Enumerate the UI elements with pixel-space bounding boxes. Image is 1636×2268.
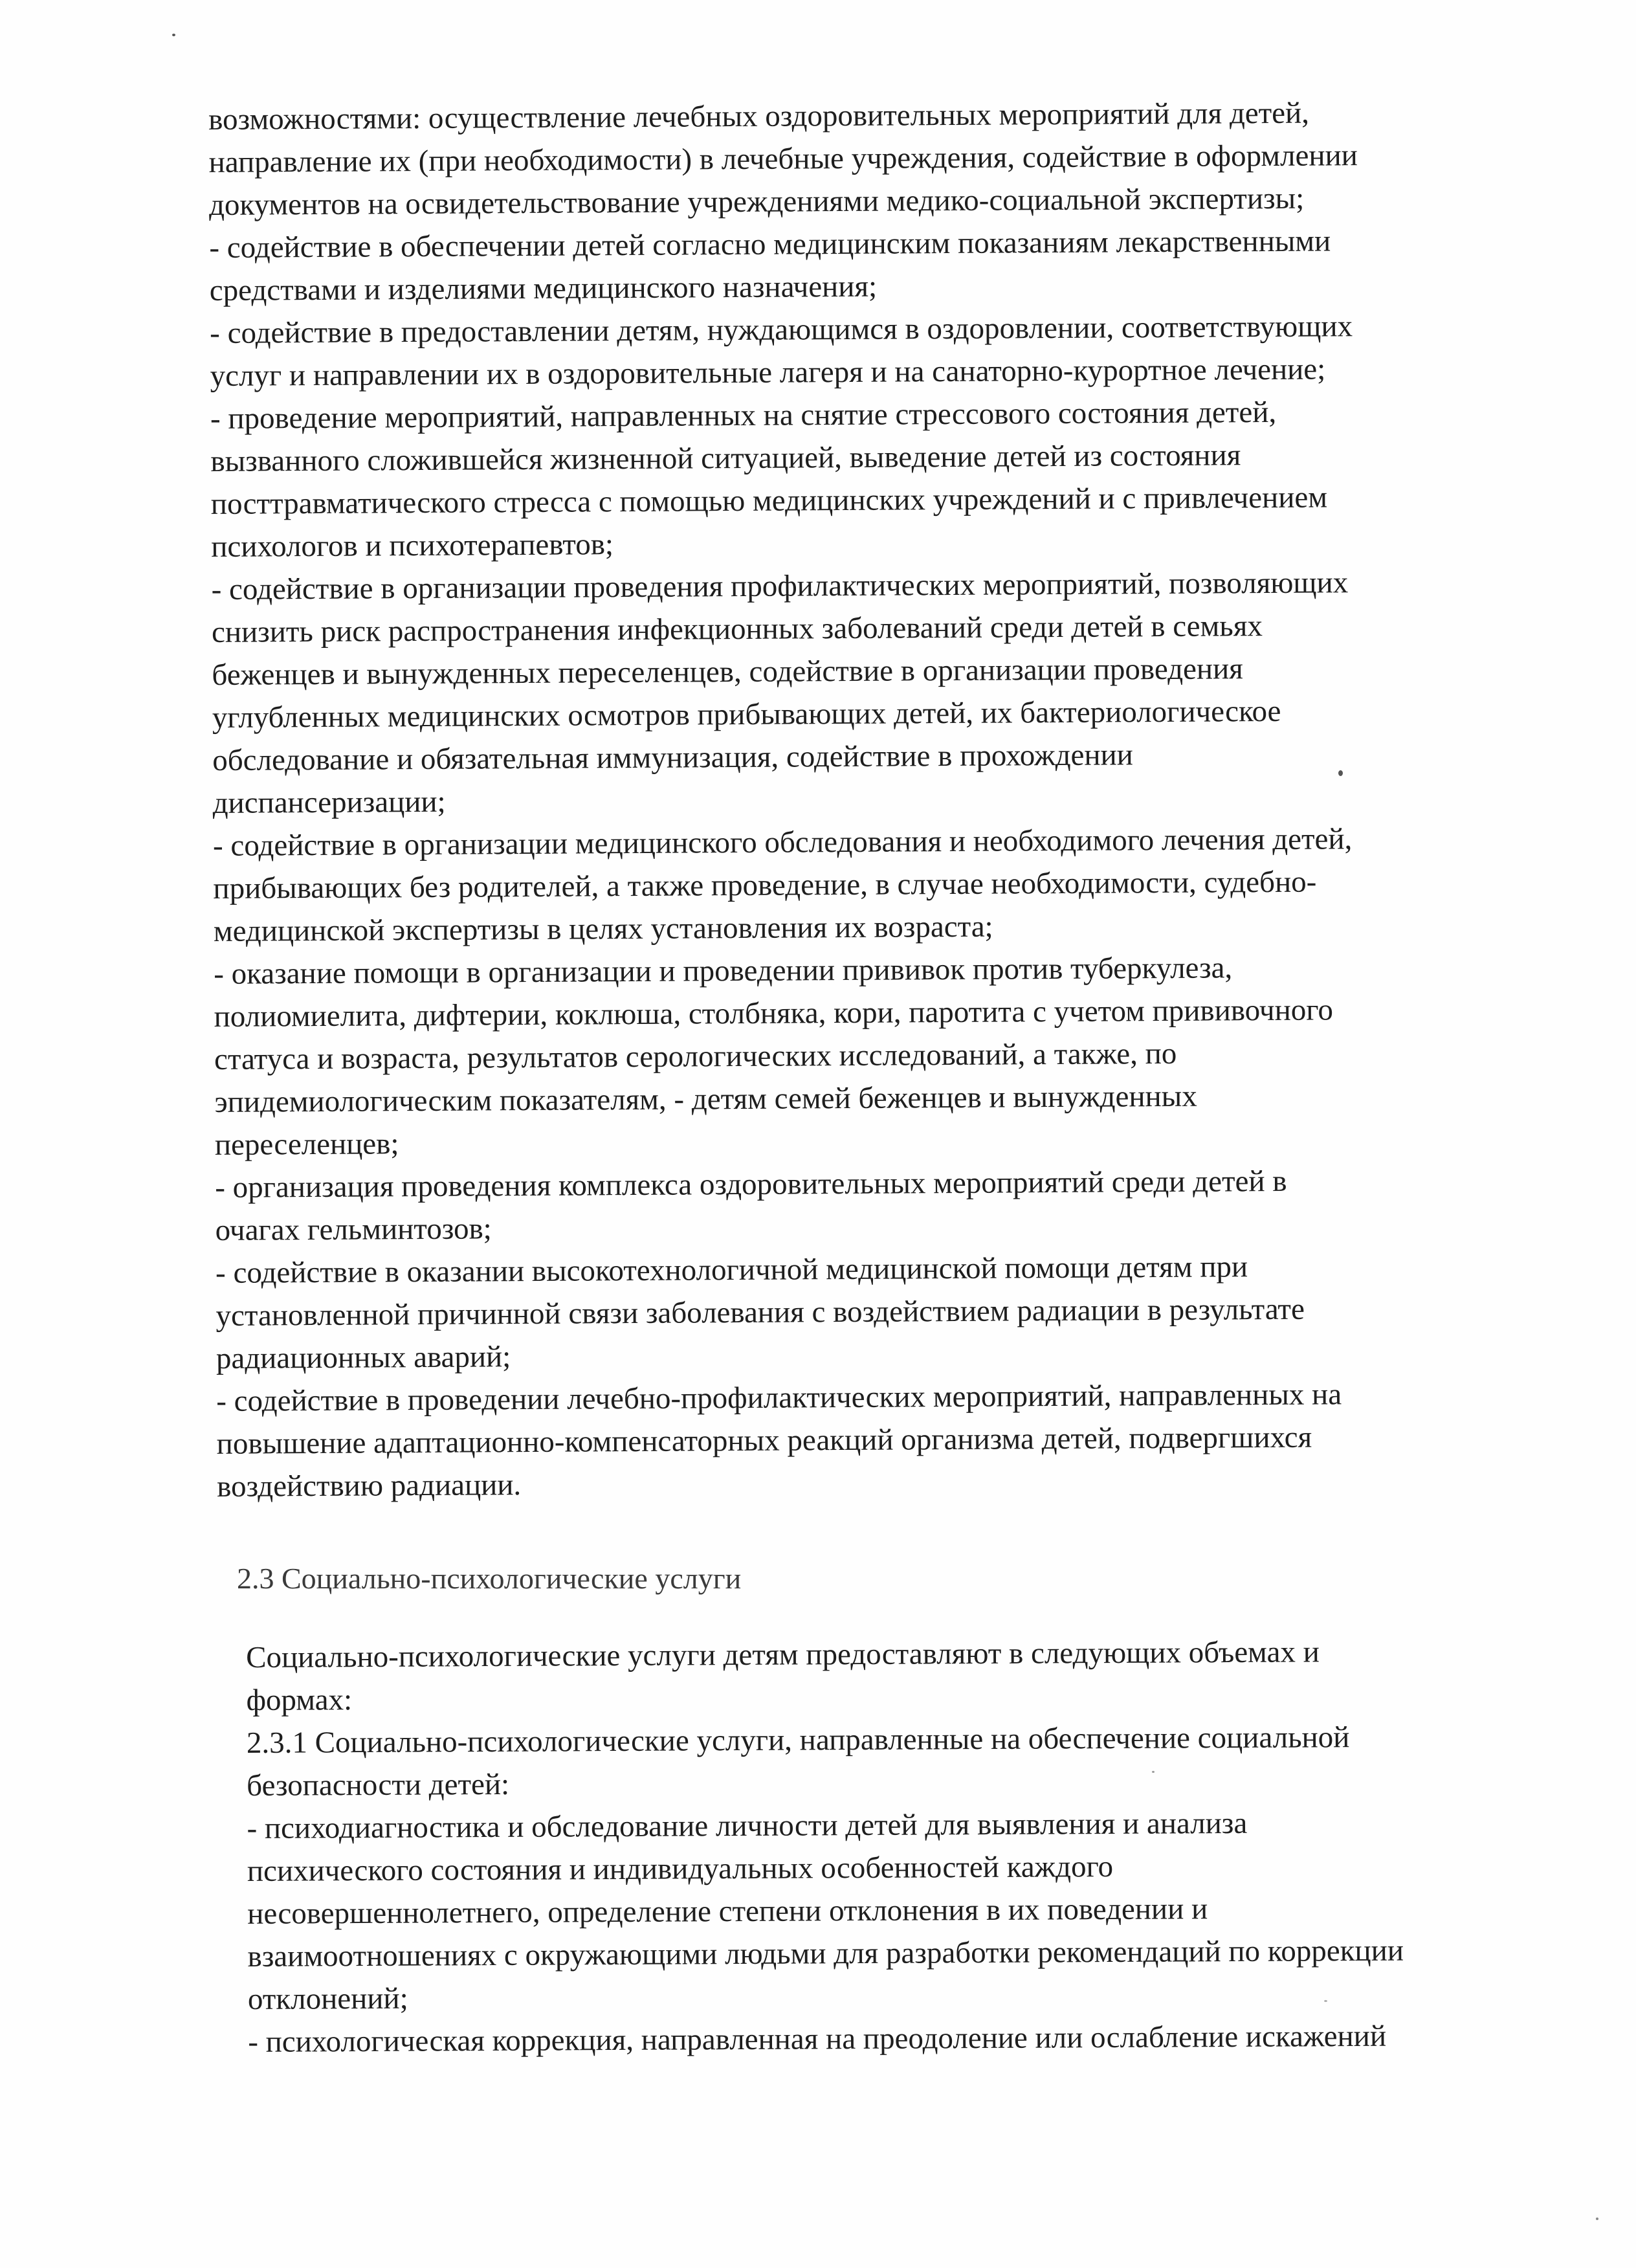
scan-speck [1596, 2218, 1598, 2220]
text-line: услуг и направлении их в оздоровительные лагеря и на санаторно-курортное лечение; [210, 352, 1326, 393]
text-line: формах: [246, 1683, 353, 1717]
text-line: - психологическая коррекция, направленная на преодоление или ослабление искажений [248, 2019, 1387, 2059]
text-line: - содействие в оказании высокотехнологичной медицинской помощи детям при [215, 1250, 1248, 1290]
text-line: средствами и изделиями медицинского назначения; [209, 269, 878, 307]
text-line: возможностями: осуществление лечебных оздоровительных мероприятий для детей, [208, 96, 1310, 137]
text-line: - содействие в предоставлении детям, нуждающимся в оздоровлении, соответствующих [210, 309, 1353, 350]
text-line: несовершеннолетнего, определение степени отклонения в их поведении и [247, 1892, 1208, 1931]
text-line: обследование и обязательная иммунизация, содействие в прохождении [212, 738, 1134, 777]
medical-services-paragraph [208, 91, 1479, 1508]
text-line: статуса и возраста, результатов серологических исследований, а также, по [214, 1036, 1177, 1076]
text-line: - содействие в организации проведения профилактических мероприятий, позволяющих [211, 566, 1349, 606]
text-line: установленной причинной связи заболевания с воздействием радиации в результате [216, 1292, 1305, 1333]
text-line: переселенцев; [214, 1127, 399, 1162]
text-line: углубленных медицинских осмотров прибывающих детей, их бактериологическое [212, 694, 1281, 735]
text-line: повышение адаптационно-компенсаторных реакций организма детей, подвергшихся [216, 1420, 1312, 1461]
text-line: - содействие в обеспечении детей согласно медицинским показаниям лекарственными [209, 224, 1331, 265]
text-line: прибывающих без родителей, а также проведение, в случае необходимости, судебно- [213, 865, 1317, 906]
text-line: медицинской экспертизы в целях установления их возраста; [213, 909, 993, 948]
text-line: вызванного сложившейся жизненной ситуацией, выведение детей из состояния [210, 438, 1241, 478]
text-line: очагах гельминтозов; [215, 1212, 492, 1247]
text-line: беженцев и вынужденных переселенцев, содействие в организации проведения [212, 652, 1243, 692]
scan-speck [172, 34, 175, 36]
text-line: безопасности детей: [247, 1767, 510, 1803]
text-line: радиационных аварий; [216, 1340, 511, 1375]
text-line: полиомиелита, дифтерии, коклюша, столбняка, кори, паротита с учетом прививочного [214, 993, 1334, 1034]
text-line: эпидемиологическим показателям, - детям семей беженцев и вынужденных [214, 1079, 1197, 1119]
scan-speck [1324, 2000, 1327, 2002]
text-line: - проведение мероприятий, направленных на снятие стрессового состояния детей, [210, 395, 1277, 436]
text-line: посттравматического стресса с помощью медицинских учреждений и с привлечением [210, 480, 1328, 521]
text-line: - психодиагностика и обследование личности детей для выявления и анализа [247, 1806, 1248, 1845]
text-line: направление их (при необходимости) в лечебные учреждения, содействие в оформлении [208, 139, 1358, 179]
section-heading: 2.3 Социально-психологические услуги [237, 1562, 742, 1595]
text-line: воздействию радиации. [216, 1468, 522, 1504]
text-line: документов на освидетельствование учреждениями медико-социальной экспертизы; [208, 181, 1305, 222]
scan-speck [1338, 770, 1343, 776]
scan-speck [1152, 1771, 1155, 1773]
text-line: взаимоотношениях с окружающими людьми для разработки рекомендаций по коррекции [247, 1933, 1404, 1973]
text-line: диспансеризации; [212, 784, 446, 820]
text-line: - содействие в организации медицинского обследования и необходимого лечения детей, [212, 822, 1353, 863]
text-line: 2.3.1 Социально-психологические услуги, направленные на обеспечение социальной [246, 1720, 1350, 1760]
text-line: Социально-психологические услуги детям предоставляют в следующих объемах и [246, 1635, 1320, 1674]
psychological-services-section [246, 1630, 1542, 2063]
text-line: отклонений; [247, 1981, 408, 2016]
text-line: - организация проведения комплекса оздоровительных мероприятий среди детей в [215, 1164, 1287, 1205]
text-line: снизить риск распространения инфекционных заболеваний среди детей в семьях [211, 609, 1263, 649]
text-line: - оказание помощи в организации и проведении прививок против туберкулеза, [214, 951, 1233, 991]
text-line: психического состояния и индивидуальных особенностей каждого [247, 1849, 1114, 1888]
text-line: - содействие в проведении лечебно-профилактических мероприятий, направленных на [216, 1377, 1342, 1418]
text-line: психологов и психотерапевтов; [211, 528, 614, 564]
